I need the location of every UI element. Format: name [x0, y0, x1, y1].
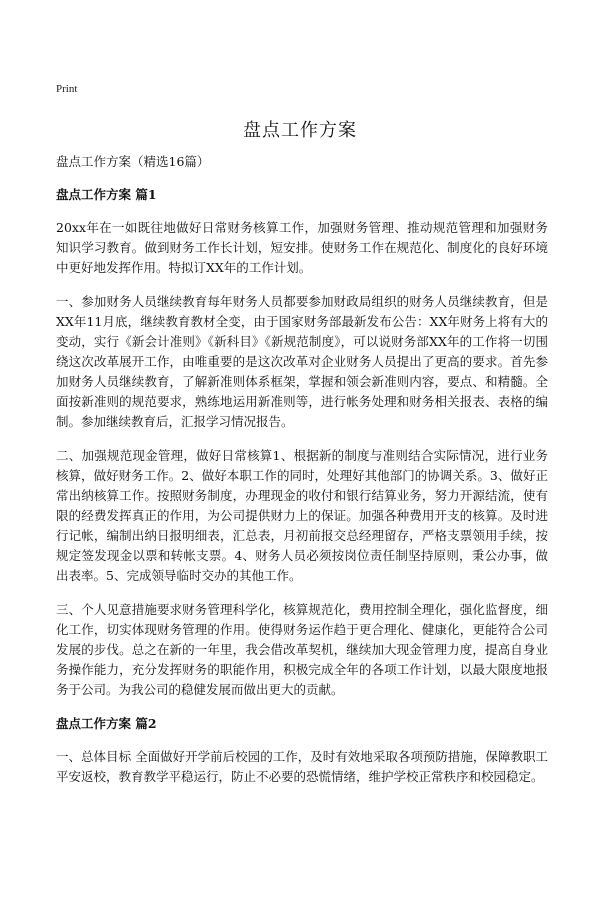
paragraph: 20xx年在一如既往地做好日常财务核算工作，加强财务管理、推动规范管理和加强财务知识学习教育。做到财务工作长计划，短安排。使财务工作在规范化、制度化的良好环境中更好地发挥作用。特拟订XX年的工作计划。: [56, 220, 548, 275]
paragraph: 一、总体目标 全面做好开学前后校园的工作，及时有效地采取各项预防措施，保障教职工平安返校，教育教学平稳运行，防止不必要的恐慌情绪，维护学校正常秩序和校园稳定。: [56, 749, 548, 784]
paragraph: 一、参加财务人员继续教育每年财务人员都要参加财政局组织的财务人员继续教育，但是XX年11月底，继续教育教材全变，由于国家财务部最新发布公告：XX年财务上将有大的变动，实行《新会计准则》《新科目》《新规范制度》，可以说财务部XX年的工作将一切围绕这次改革展开工作，由唯重要的是这次改革对企业财务人员提出了更高的要求。首先参加财务人员继续教育，了解新准则体系框架，掌握和领会新准则内容，要点、和精髓。全面按新准则的规范要求，熟练地运用新准则等，进行帐务处理和财务相关报表、表格的编制。参加继续教育后，汇报学习情况报告。: [56, 294, 548, 429]
section-heading-1: 盘点工作方案 篇1: [56, 187, 157, 202]
paragraph: 二、加强规范现金管理，做好日常核算1、根据新的制度与准则结合实际情况，进行业务核算，做好财务工作。2、做好本职工作的同时，处理好其他部门的协调关系。3、做好正常出纳核算工作。按照财务制度，办理现金的收付和银行结算业务，努力开源结流，使有限的经费发挥真正的作用，为公司提供财力上的保证。加强各种费用开支的核算。及时进行记帐，编制出纳日报明细表，汇总表，月初前报交总经理留存，严格支票领用手续，按规定签发现金以票和转帐支票。4、财务人员必须按岗位责任制坚持原则，秉公办事，做出表率。5、完成领导临时交办的其他工作。: [56, 448, 548, 583]
article-subtitle: 盘点工作方案（精选16篇）: [56, 154, 210, 169]
section-heading-2: 盘点工作方案 篇2: [56, 716, 157, 731]
print-link[interactable]: Print: [56, 83, 78, 95]
article-body: [56, 152, 548, 801]
page-title: 盘点工作方案: [243, 120, 357, 141]
paragraph: 三、个人见意措施要求财务管理科学化，核算规范化，费用控制全理化，强化监督度，细化工作，切实体现财务管理的作用。使得财务运作趋于更合理化、健康化，更能符合公司发展的步伐。总之在新的一年里，我会借改革契机，继续加大现金管理力度，提高自身业务操作能力，充分发挥财务的职能作用，积极完成全年的各项工作计划，以最大限度地报务于公司。为我公司的稳健发展而做出更大的贡献。: [56, 602, 548, 697]
